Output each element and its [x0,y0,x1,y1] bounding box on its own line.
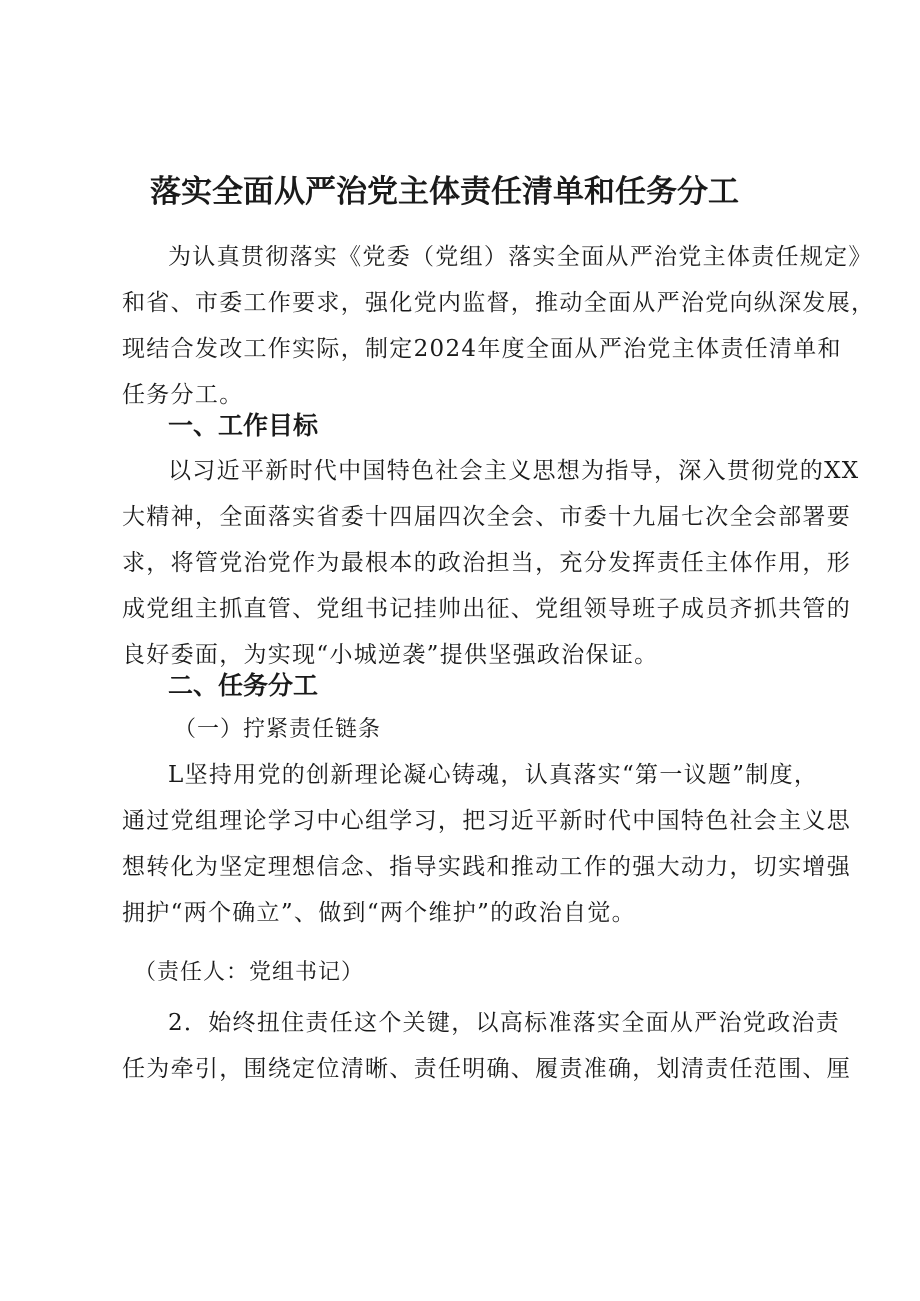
item1-line: L坚持用党的创新理论凝心铸魂，认真落实“第一议题”制度， [168,762,819,788]
responsible-person: （责任人：党组书记） [134,960,365,985]
item2-paragraph [122,1000,851,1092]
goals-paragraph [122,448,860,678]
section-heading-goals: 一、工作目标 [168,411,319,440]
item1-line: 想转化为坚定理想信念、指导实践和推动工作的强大动力，切实增强 [122,854,851,880]
item1-line: 通过党组理论学习中心组学习，把习近平新时代中国特色社会主义思 [122,808,851,834]
goals-line: 大精神，全面落实省委十四届四次全会、市委十九届七次全会部署要 [122,504,851,530]
item2-line: 任为牵引，围绕定位清晰、责任明确、履责准确，划清责任范围、厘 [122,1056,851,1082]
goals-line: 求，将管党治党作为最根本的政治担当，充分发挥责任主体作用，形 [122,550,851,576]
goals-line: 以习近平新时代中国特色社会主义思想为指导，深入贯彻党的XX [168,458,860,484]
item1-paragraph [122,752,851,936]
section-heading-tasks: 二、任务分工 [168,671,319,700]
intro-paragraph [122,234,876,418]
goals-line: 良好委面，为实现“小城逆袭”提供坚强政治保证。 [122,642,659,668]
subsection-heading: （一）拧紧责任链条 [174,717,382,742]
item2-line: 2．始终扭住责任这个关键，以高标准落实全面从严治党政治责 [168,1010,841,1036]
intro-line: 和省、市委工作要求，强化党内监督，推动全面从严治党向纵深发展， [122,290,876,316]
intro-line: 任务分工。 [122,382,244,408]
goals-line: 成党组主抓直管、党组书记挂帅出征、党组领导班子成员齐抓共管的 [122,596,851,622]
intro-line: 现结合发改工作实际，制定2024年度全面从严治党主体责任清单和 [122,336,842,362]
item1-line: 拥护“两个确立”、做到“两个维护”的政治自觉。 [122,900,636,926]
document-title: 落实全面从严治党主体责任清单和任务分工 [150,174,739,210]
intro-line: 为认真贯彻落实《党委（党组）落实全面从严治党主体责任规定》 [168,244,873,270]
